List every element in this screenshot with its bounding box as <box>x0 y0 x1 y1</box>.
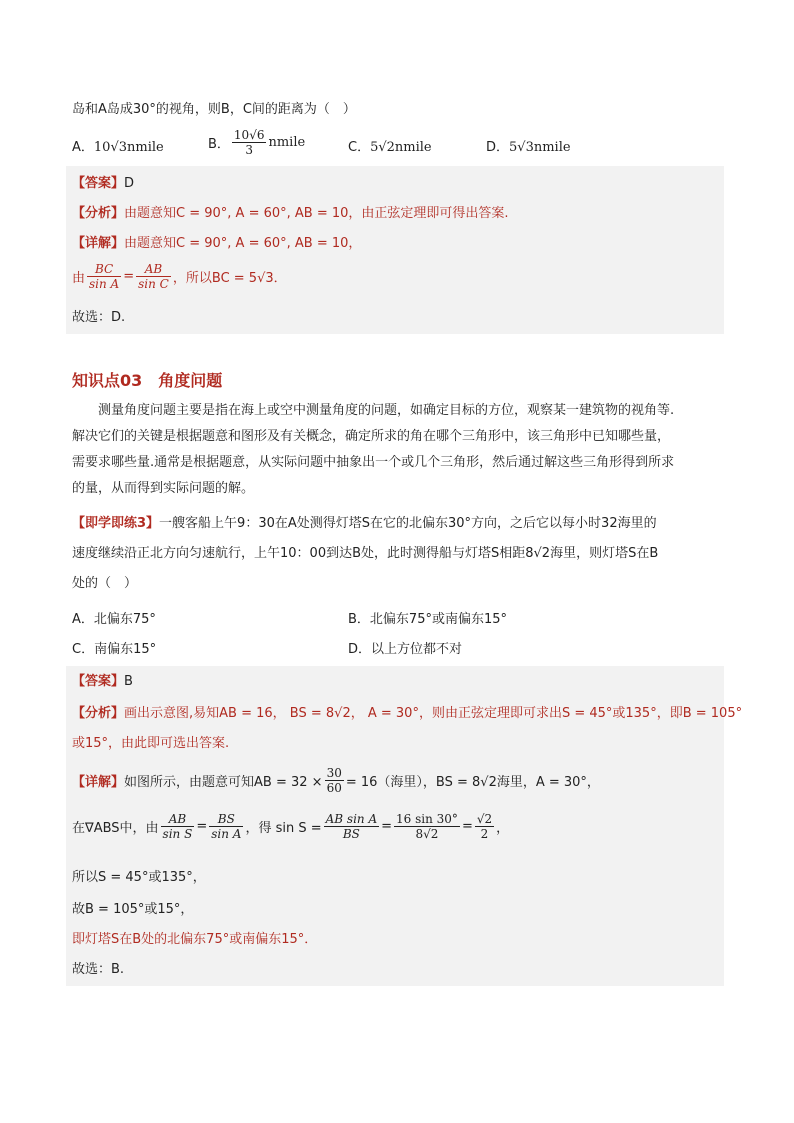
option-b: B． $\frac{10√6}{3}$ nmile <box>208 128 306 157</box>
detail-line-2c: 所以S = 45°或135°， <box>72 870 206 885</box>
detail-line-2a: 【详解】如图所示，由题意可知AB = 32 × $\frac{30}{60}$ = 16（海里），BS = 8√2海里，A = 30°， <box>72 766 600 795</box>
detail-line-1: 【详解】由题意知C = 90°, A = 60°, AB = 10， <box>72 236 362 251</box>
answer-line-1: 【答案】D <box>72 176 135 191</box>
exercise-line-3: 处的（ ） <box>72 576 138 591</box>
option-d: D．5√3nmile <box>486 140 571 155</box>
section-para-line-2: 解决它们的关键是根据题意和图形及有关概念，确定所求的角在哪个三角形中，该三角形中已知哪些量， <box>72 429 671 444</box>
detail-line-2e: 即灯塔S在B处的北偏东75°或南偏东15°． <box>72 932 318 947</box>
section-para-line-4: 的量，从而得到实际问题的解。 <box>72 481 255 496</box>
detail-formula-1: 由 $\frac{BC}{\text{sin A}}$ = $\frac{AB}{\text{sin C}}$ ，所以BC = 5√3． <box>72 262 287 291</box>
exercise-option-b: B．北偏东75°或南偏东15° <box>348 612 508 627</box>
option-c: C．5√2nmile <box>348 140 432 155</box>
option-a: A．10√3nmile <box>72 140 164 155</box>
choose-line-1: 故选：D. <box>72 310 126 325</box>
question-stem-tail: 岛和A岛成30°的视角，则B，C间的距离为（ ） <box>72 102 356 117</box>
exercise-option-a: A．北偏东75° <box>72 612 156 627</box>
exercise-line-2: 速度继续沿正北方向匀速航行，上午10：00到达B处，此时测得船与灯塔S相距8√2海里，则灯塔S在B <box>72 546 659 561</box>
detail-line-2b: 在∇ABS中，由 $\frac{AB}{\text{sin S}}$ = $\frac{BS}{\text{sin A}}$ ，得 sin S = $\frac{\text{AB sin A}}{BS}$ = $\frac{16 \sin 30^\circ}{8√2}$ = $\frac{√2}{2}$ ， <box>72 812 510 841</box>
section-para-line-3: 需要求哪些量.通常是根据题意，从实际问题中抽象出一个或几个三角形，然后通过解这些三角形得到所求 <box>72 455 675 470</box>
detail-line-2d: 故B = 105°或15°， <box>72 902 194 917</box>
answer-line-2: 【答案】B <box>72 674 133 689</box>
exercise-line-1: 【即学即练3】一艘客船上午9：30在A处测得灯塔S在它的北偏东30°方向，之后它以每小时32海里的 <box>72 516 657 531</box>
exercise-option-d: D．以上方位都不对 <box>348 642 463 657</box>
choose-line-2: 故选：B. <box>72 962 125 977</box>
section-title: 知识点03 角度问题 <box>72 371 223 390</box>
analysis-line-1: 【分析】由题意知C = 90°, A = 60°, AB = 10，由正弦定理即可得出答案. <box>72 206 509 221</box>
section-para-line-1: 测量角度问题主要是指在海上或空中测量角度的问题，如确定目标的方位，观察某一建筑物的视角等. <box>98 403 675 418</box>
analysis-line-2b: 或15°，由此即可选出答案. <box>72 736 230 751</box>
analysis-line-2a: 【分析】画出示意图,易知AB = 16， BS = 8√2， A = 30°，则由正弦定理即可求出S = 45°或135°，即B = 105° <box>72 706 743 721</box>
exercise-option-c: C．南偏东15° <box>72 642 157 657</box>
